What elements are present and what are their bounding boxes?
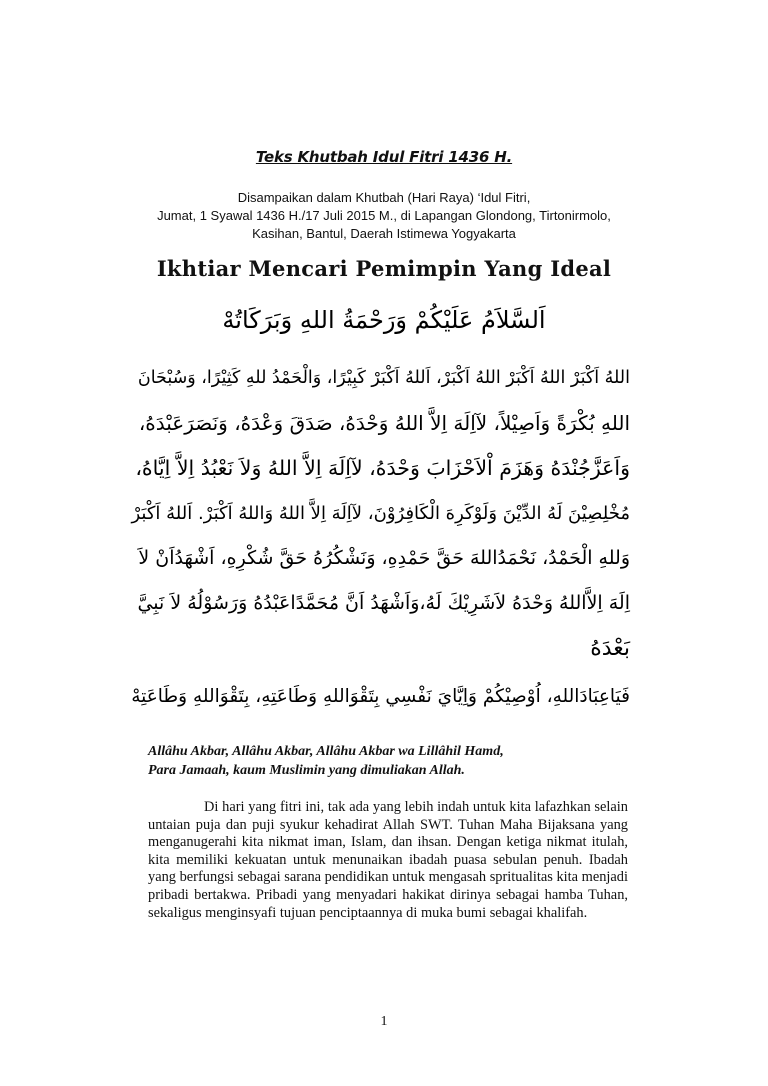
arabic-line: اللهِ بُكْرَةً وَاَصِيْلاً، لآاِلَهَ اِلاَّ اللهُ وَحْدَهُ، صَدَقَ وَعْدَهُ، وَنَصَرَعَبْدَهُ، [138,411,630,435]
body-paragraph: Di hari yang fitri ini, tak ada yang lebih indah untuk kita lafazhkan selain untaian puja dan puji syukur kehadirat Allah SWT. Tuhan Maha Bijaksana yang menganugerahi kita nikmat iman, Islam, dan ihsan. Dengan ketiga nikmat itulah, kita memiliki kekuatan untuk menunaikan ibadah puasa sebulan penuh. Ibadah yang berfungsi sebagai sarana pendidikan untuk mengasah spritualitas kita menjadi pribadi bertakwa. Pribadi yang menyadari hakikat dirinya sebagai hamba Tuhan, sekaligus menginsyafi tujuan penciptaannya di muka bumi sebagai khalifah. [148,799,628,921]
occasion-line: Jumat, 1 Syawal 1436 H./17 Juli 2015 M., di Lapangan Glondong, Tirtonirmolo, [157,208,611,223]
sermon-heading: Ikhtiar Mencari Pemimpin Yang Ideal [156,256,612,281]
opening-arabic-text [130,356,630,671]
page-number: 1 [380,1014,388,1029]
arabic-line: اللهُ اَكْبَرْ اللهُ اَكْبَرْ اللهُ اَكْبَرْ، اَللهُ اَكْبَرْ كَبِيْرًا، وَالْحَمْدُ للهِ كَثِيْرًا، وَسُبْحَانَ [137,368,630,388]
takbir-block [148,742,504,780]
occasion-line: Kasihan, Bantul, Daerah Istimewa Yogyakarta [252,226,516,241]
closing-arabic-line: فَيَاعِبَادَاللهِ، اُوْصِيْكُمْ وَاِيَّايَ نَفْسِي بِتَقْوَاللهِ وَطَاعَتِهِ، بِتَقْوَاللهِ وَطَاعَتِهْ [131,686,630,707]
arabic-line: وَاَعَزَّجُنْدَهُ وَهَزَمَ اْلاَحْزَابَ وَحْدَهُ، لآاِلَهَ اِلاَّ اللهُ وَلاَ نَعْبُدُ اِلاَّ اِيَّاهُ، [135,456,630,480]
arabic-line: مُخْلِصِيْنَ لَهُ الدِّيْنَ وَلَوْكَرِهَ الْكَافِرُوْنَ، لآاِلَهَ اِلاَّ اللهُ وَاللهُ اَكْبَرْ. اَللهُ اَكْبَرْ [131,503,630,524]
takbir-line: Allâhu Akbar, Allâhu Akbar, Allâhu Akbar wa Lillâhil Hamd, [148,744,504,759]
document-title: Teks Khutbah Idul Fitri 1436 H. [255,148,513,166]
arabic-line: بَعْدَهُ [590,636,630,661]
takbir-line: Para Jamaah, kaum Muslimin yang dimuliakan Allah. [148,763,465,778]
arabic-line: وَللهِ الْحَمْدُ، نَحْمَدُاللهَ حَقَّ حَمْدِهِ، وَنَشْكُرُهُ حَقَّ شُكْرِهِ، اَشْهَدُاَنْ لاَ [138,547,630,569]
occasion-info [120,189,648,243]
occasion-line: Disampaikan dalam Khutbah (Hari Raya) ‘Idul Fitri, [237,190,531,205]
salam-greeting: اَلسَّلاَمُ عَلَيْكُمْ وَرَحْمَةُ اللهِ وَبَرَكَاتُهْ [222,306,546,334]
arabic-line: اِلَهَ اِلاَّاللهُ وَحْدَهُ لاَشَرِيْكَ لَهُ،وَاَشْهَدُ اَنَّ مُحَمَّدًاعَبْدُهُ وَرَسُوْلُهُ لاَ نَبِيَّ [137,592,630,614]
